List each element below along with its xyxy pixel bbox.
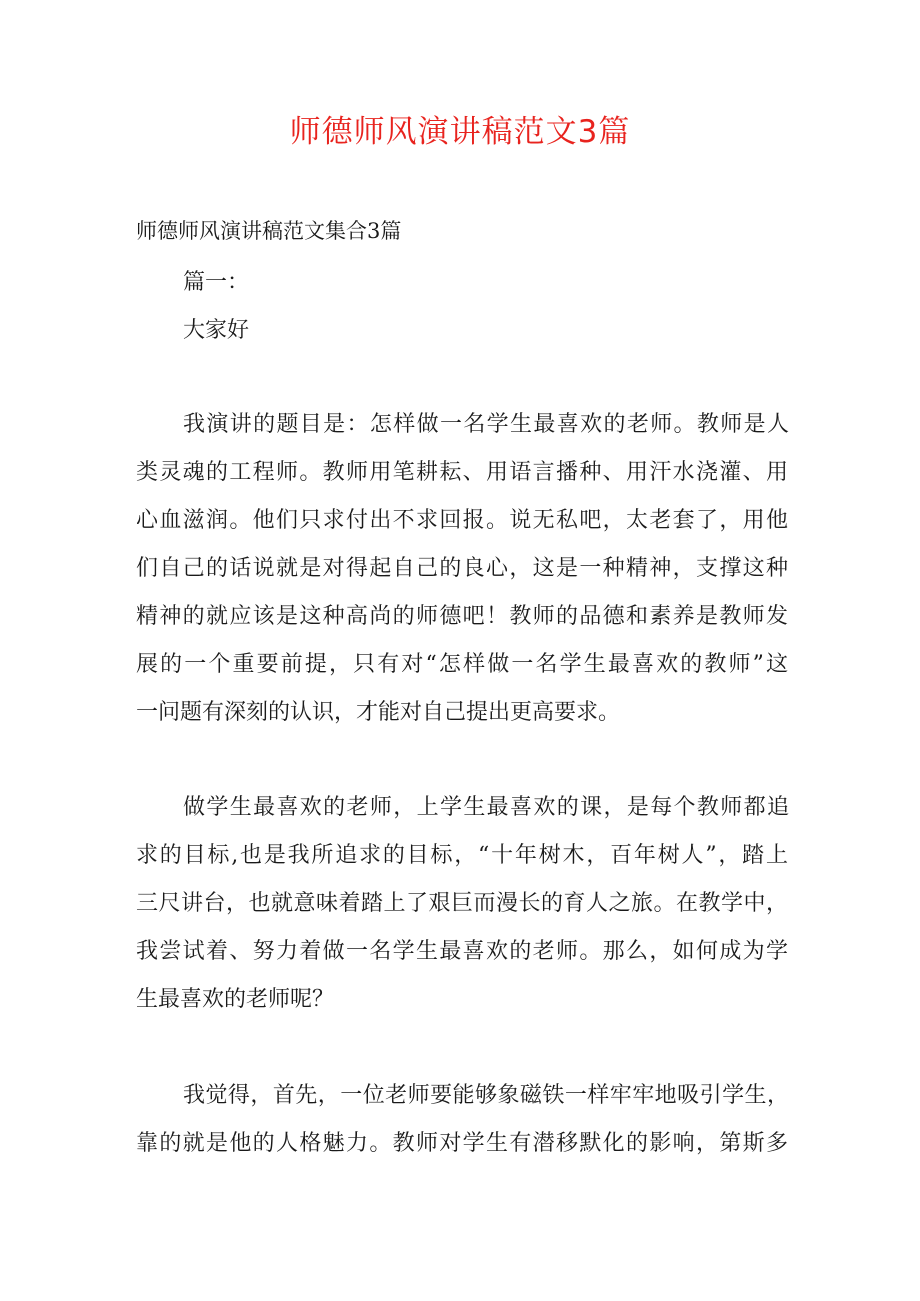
paragraph1-line: 类灵魂的工程师。教师用笔耕耘、用语言播种、用汗水浇灌、用: [136, 460, 788, 485]
paragraph1-line: 展的一个重要前提，只有对“怎样做一名学生最喜欢的教师”这: [136, 652, 788, 677]
paragraph2-line: 我尝试着、努力着做一名学生最喜欢的老师。那么，如何成为学: [136, 939, 788, 964]
paragraph1-line: 们自己的话说就是对得起自己的良心，这是一种精神，支撑这种: [136, 556, 788, 581]
paragraph2-line: 求的目标,也是我所追求的目标，“十年树木，百年树人”，踏上: [136, 843, 788, 868]
section-label: 篇一：: [183, 270, 250, 295]
greeting: 大家好: [183, 318, 250, 343]
document-title: 师德师风演讲稿范文3篇: [289, 114, 631, 150]
paragraph2-line: 生最喜欢的老师呢？: [136, 987, 335, 1012]
paragraph3-line: 靠的就是他的人格魅力。教师对学生有潜移默化的影响，第斯多: [136, 1131, 788, 1156]
paragraph1-line: 一问题有深刻的认识，才能对自己提出更高要求。: [136, 700, 621, 725]
paragraph1-line: 我演讲的题目是：怎样做一名学生最喜欢的老师。教师是人: [183, 412, 789, 437]
paragraph2-line: 做学生最喜欢的老师，上学生最喜欢的课，是每个教师都追: [183, 795, 789, 820]
document-subtitle: 师德师风演讲稿范文集合3篇: [136, 219, 402, 243]
paragraph2-line: 三尺讲台，也就意味着踏上了艰巨而漫长的育人之旅。在教学中，: [136, 891, 788, 916]
paragraph1-line: 精神的就应该是这种高尚的师德吧！教师的品德和素养是教师发: [136, 604, 788, 629]
paragraph3-line: 我觉得，首先，一位老师要能够象磁铁一样牢牢地吸引学生，: [183, 1083, 789, 1108]
paragraph1-line: 心血滋润。他们只求付出不求回报。说无私吧，太老套了，用他: [136, 508, 788, 533]
